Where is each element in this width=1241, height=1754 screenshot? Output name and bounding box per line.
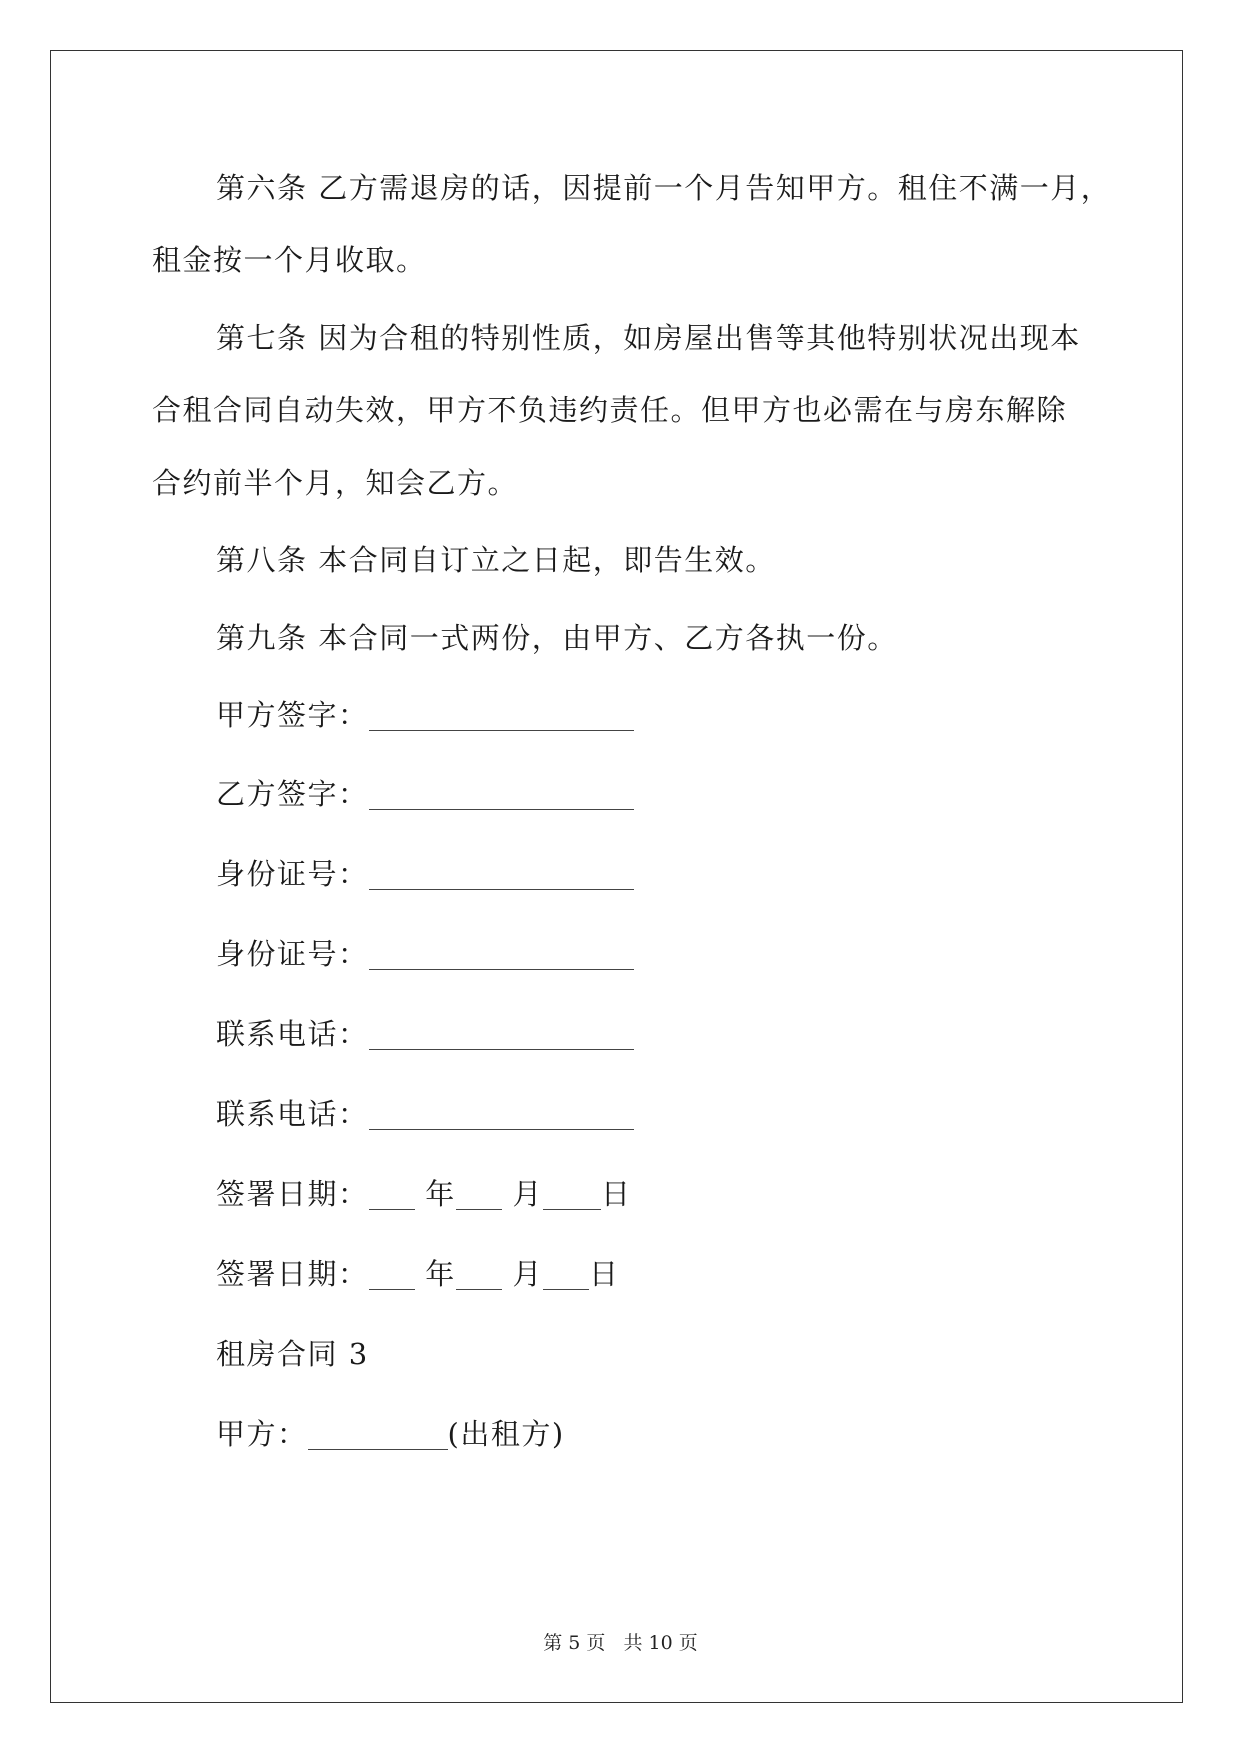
id-number-blank-2[interactable] [369,939,634,970]
party-b-signature-blank[interactable] [369,779,634,810]
id-number-row-2 [152,934,634,974]
party-a-role: (出租方) [447,1417,565,1451]
article-7-line-3: 合约前半个月，知会乙方。 [152,466,519,500]
date-1-day-blank[interactable] [543,1179,601,1210]
date-2-month-blank[interactable] [456,1259,502,1290]
date-1-day-label: 日 [600,1177,632,1211]
id-number-blank-1[interactable] [369,859,634,890]
date-2-year-label: 年 [425,1257,456,1291]
signing-date-label-2: 签署日期： [216,1257,369,1291]
article-8: 第八条 本合同自订立之日起，即告生效。 [216,543,776,577]
article-6-line-1: 第六条 乙方需退房的话，因提前一个月告知甲方。租住不满一月， [216,171,1112,205]
party-a-lessor-row [152,1414,565,1454]
phone-row-2 [152,1094,634,1134]
signing-date-row-2 [152,1254,620,1294]
article-7-line-2: 合租合同自动失效，甲方不负违约责任。但甲方也必需在与房东解除 [152,393,1068,427]
page-footer [0,1628,1241,1655]
party-a-label: 甲方： [216,1417,308,1451]
signing-date-label-1: 签署日期： [216,1177,369,1211]
party-a-signature-blank[interactable] [369,700,634,731]
phone-blank-2[interactable] [369,1099,634,1130]
phone-label-2: 联系电话： [216,1097,369,1131]
page-total: 共 10 页 [623,1632,698,1654]
party-b-signature-row [152,774,634,814]
party-a-signature-label: 甲方签字： [216,698,369,732]
article-7-line-1: 第七条 因为合租的特别性质，如房屋出售等其他特别状况出现本 [216,321,1081,355]
date-1-month-blank[interactable] [456,1179,502,1210]
phone-label-1: 联系电话： [216,1017,369,1051]
id-number-label-1: 身份证号： [216,857,369,891]
page-number: 第 5 页 [543,1632,606,1654]
party-a-name-blank[interactable] [308,1419,448,1450]
date-1-month-label: 月 [512,1177,543,1211]
date-2-day-label: 日 [588,1257,620,1291]
party-a-signature-row [152,695,634,735]
party-b-signature-label: 乙方签字： [216,777,369,811]
signing-date-row-1 [152,1174,632,1214]
date-2-day-blank[interactable] [543,1259,589,1290]
article-9: 第九条 本合同一式两份，由甲方、乙方各执一份。 [216,621,898,655]
id-number-row-1 [152,854,634,894]
id-number-label-2: 身份证号： [216,937,369,971]
date-2-year-blank[interactable] [369,1259,415,1290]
date-1-year-label: 年 [425,1177,456,1211]
date-2-month-label: 月 [512,1257,543,1291]
contract-3-title: 租房合同 3 [216,1337,369,1371]
phone-blank-1[interactable] [369,1019,634,1050]
article-6-line-2: 租金按一个月收取。 [152,243,427,277]
phone-row-1 [152,1014,634,1054]
date-1-year-blank[interactable] [369,1179,415,1210]
